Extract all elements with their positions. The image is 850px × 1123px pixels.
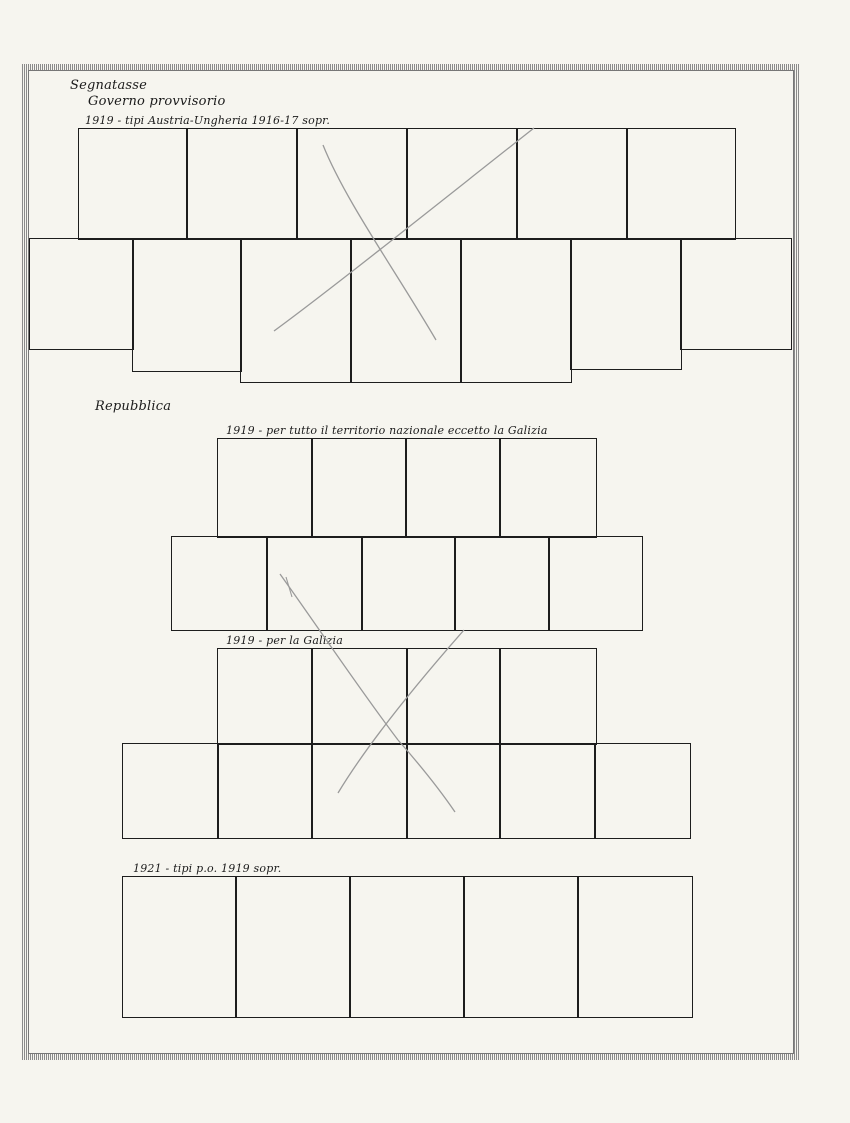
stamp-space[interactable] xyxy=(240,238,352,383)
stamp-space[interactable] xyxy=(349,876,465,1018)
section-caption-3: 1919 - per la Galizia xyxy=(226,634,344,647)
stamp-space[interactable] xyxy=(266,536,363,631)
stamp-space[interactable] xyxy=(499,438,597,538)
section-heading-republic: Repubblica xyxy=(95,399,172,414)
stamp-space[interactable] xyxy=(361,536,456,631)
stamp-row-2b xyxy=(171,536,643,631)
stamp-space[interactable] xyxy=(311,648,408,745)
stamp-space[interactable] xyxy=(405,438,501,538)
stamp-space[interactable] xyxy=(78,128,188,240)
stamp-space[interactable] xyxy=(217,648,313,745)
stamp-space[interactable] xyxy=(122,876,237,1018)
stamp-space[interactable] xyxy=(406,743,501,839)
stamp-space[interactable] xyxy=(122,743,219,839)
stamp-space[interactable] xyxy=(296,128,408,240)
stamp-space[interactable] xyxy=(311,438,407,538)
stamp-space[interactable] xyxy=(499,648,597,745)
stamp-row-3b xyxy=(122,743,691,839)
stamp-row-3a xyxy=(217,648,597,745)
stamp-space[interactable] xyxy=(217,743,313,839)
section-caption-2: 1919 - per tutto il territorio nazionale eccetto la Galizia xyxy=(226,424,548,437)
stamp-space[interactable] xyxy=(350,238,462,383)
stamp-row-2a xyxy=(217,438,597,538)
stamp-space[interactable] xyxy=(499,743,596,839)
page-heading: Segnatasse xyxy=(70,78,148,93)
stamp-space[interactable] xyxy=(460,238,572,383)
stamp-row-1b xyxy=(29,238,792,383)
stamp-space[interactable] xyxy=(29,238,134,350)
stamp-space[interactable] xyxy=(311,743,408,839)
stamp-space[interactable] xyxy=(171,536,268,631)
stamp-space[interactable] xyxy=(577,876,693,1018)
stamp-space[interactable] xyxy=(217,438,313,538)
stamp-space[interactable] xyxy=(235,876,351,1018)
stamp-row-1a xyxy=(78,128,736,240)
page-subheading: Governo provvisorio xyxy=(88,94,226,109)
stamp-space[interactable] xyxy=(516,128,628,240)
stamp-space[interactable] xyxy=(626,128,736,240)
stamp-space[interactable] xyxy=(132,238,242,372)
stamp-space[interactable] xyxy=(594,743,691,839)
section-caption-4: 1921 - tipi p.o. 1919 sopr. xyxy=(133,862,282,875)
stamp-row-4a xyxy=(122,876,693,1018)
stamp-space[interactable] xyxy=(406,128,518,240)
section-caption-1: 1919 - tipi Austria-Ungheria 1916-17 sopr. xyxy=(85,114,331,127)
stamp-space[interactable] xyxy=(463,876,579,1018)
stamp-space[interactable] xyxy=(680,238,792,350)
stamp-space[interactable] xyxy=(186,128,298,240)
stamp-space[interactable] xyxy=(454,536,550,631)
stamp-space[interactable] xyxy=(406,648,501,745)
stamp-space[interactable] xyxy=(570,238,682,370)
stamp-space[interactable] xyxy=(548,536,643,631)
